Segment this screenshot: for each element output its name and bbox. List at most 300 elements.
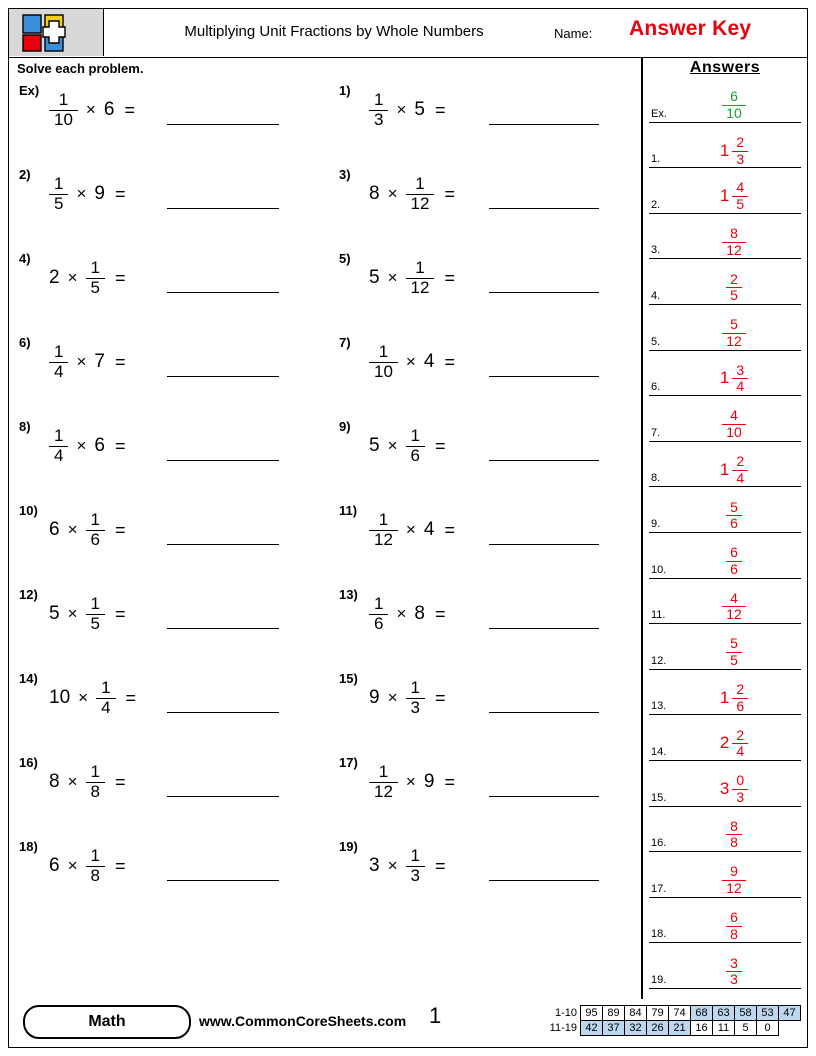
score-cell: 42 <box>581 1021 603 1036</box>
problem-number: 18) <box>19 839 38 854</box>
worksheet-header <box>9 9 807 58</box>
fraction-denominator: 3 <box>406 866 425 885</box>
problem-expression <box>369 507 455 553</box>
answer-blank[interactable] <box>167 543 279 545</box>
operand-fraction <box>96 679 115 717</box>
fraction-denominator: 8 <box>86 782 105 801</box>
answer-fraction <box>732 682 748 713</box>
score-cell: 63 <box>713 1006 735 1021</box>
subject-badge: Math <box>23 1005 191 1039</box>
answer-denominator: 4 <box>732 378 748 394</box>
answer-row <box>649 579 801 625</box>
operand-fraction <box>49 427 68 465</box>
score-cell: 79 <box>647 1006 669 1021</box>
score-cell: 47 <box>779 1006 801 1021</box>
score-row <box>547 1006 801 1021</box>
answer-numerator: 4 <box>736 179 745 196</box>
equals-symbol: = <box>114 267 126 288</box>
answer-denominator: 10 <box>722 105 746 121</box>
equals-symbol: = <box>434 603 446 624</box>
problem-expression <box>49 171 126 217</box>
operator-symbol: × <box>67 520 78 539</box>
problem-expression <box>369 675 446 721</box>
score-table <box>547 1005 801 1036</box>
answer-denominator: 5 <box>726 652 742 668</box>
answer-row <box>649 214 801 260</box>
fraction-numerator: 1 <box>54 342 64 362</box>
answer-blank[interactable] <box>167 291 279 293</box>
answer-label: 5. <box>651 335 661 348</box>
answer-blank[interactable] <box>167 123 279 125</box>
answer-value <box>671 398 797 440</box>
fraction-numerator: 1 <box>410 678 420 698</box>
answer-blank[interactable] <box>489 459 599 461</box>
fraction-denominator: 3 <box>406 698 425 717</box>
answer-mixed-number <box>720 728 748 759</box>
answer-numerator: 4 <box>730 407 738 424</box>
problem-expression <box>49 423 126 469</box>
problem-column-right <box>339 83 639 923</box>
operand-whole: 10 <box>49 687 71 708</box>
answer-blank[interactable] <box>489 207 599 209</box>
score-cell: 11 <box>713 1021 735 1036</box>
fraction-denominator: 12 <box>369 782 398 801</box>
answer-blank[interactable] <box>167 459 279 461</box>
equals-symbol: = <box>114 183 126 204</box>
answer-numerator: 8 <box>730 817 738 834</box>
operand-fraction <box>49 175 68 213</box>
operator-symbol: × <box>387 436 398 455</box>
answer-value <box>671 535 797 577</box>
fraction-numerator: 1 <box>378 762 389 782</box>
problem-number: Ex) <box>19 83 40 98</box>
fraction-denominator: 8 <box>86 866 105 885</box>
answer-row <box>649 487 801 533</box>
answer-row <box>649 259 801 305</box>
answer-fraction <box>732 135 748 166</box>
answer-blank[interactable] <box>167 375 279 377</box>
answer-blank[interactable] <box>489 879 599 881</box>
operator-symbol: × <box>396 604 407 623</box>
answer-numerator: 3 <box>736 361 745 378</box>
score-cell: 21 <box>669 1021 691 1036</box>
answer-mixed-number <box>720 135 748 166</box>
fraction-denominator: 10 <box>49 110 78 129</box>
problem-column-left <box>19 83 329 923</box>
operand-fraction <box>406 175 435 213</box>
answer-numerator: 6 <box>730 908 738 925</box>
answer-label: 16. <box>651 837 667 850</box>
website-url: www.CommonCoreSheets.com <box>199 1013 407 1029</box>
equals-symbol: = <box>434 435 446 456</box>
problem-item <box>19 419 329 503</box>
answer-value <box>671 671 797 713</box>
problem-expression <box>369 171 455 217</box>
problem-number: 15) <box>339 671 358 686</box>
score-cell: 58 <box>735 1006 757 1021</box>
problem-expression <box>49 507 126 553</box>
problem-number: 6) <box>19 335 31 350</box>
answer-fraction <box>726 500 742 531</box>
operand-fraction <box>406 847 425 885</box>
answer-row <box>649 77 801 123</box>
answer-mixed-number <box>726 819 742 850</box>
answer-denominator: 4 <box>732 470 748 486</box>
answer-mixed-number <box>720 682 748 713</box>
equals-symbol: = <box>114 435 126 456</box>
answer-fraction <box>722 317 746 348</box>
answer-fraction <box>732 363 748 394</box>
answer-value <box>671 763 797 805</box>
operator-symbol: × <box>78 688 89 707</box>
answer-blank[interactable] <box>167 795 279 797</box>
problem-item <box>19 671 329 755</box>
answers-panel <box>649 57 801 999</box>
fraction-denominator: 4 <box>96 698 115 717</box>
answer-denominator: 12 <box>722 242 746 258</box>
answer-numerator: 2 <box>730 270 738 287</box>
answer-numerator: 6 <box>730 544 738 561</box>
answer-numerator: 4 <box>730 589 738 606</box>
page-title: Multiplying Unit Fractions by Whole Numbers <box>184 23 484 40</box>
operator-symbol: × <box>387 268 398 287</box>
operand-fraction <box>369 91 388 129</box>
vertical-divider <box>641 57 643 999</box>
equals-symbol: = <box>444 771 455 792</box>
instructions: Solve each problem. <box>17 61 144 76</box>
answer-label: 13. <box>651 700 667 713</box>
operand-whole: 5 <box>414 99 425 120</box>
problem-expression <box>369 339 455 385</box>
answer-label: 7. <box>651 426 661 439</box>
answer-denominator: 4 <box>732 743 748 759</box>
operator-symbol: × <box>405 352 416 371</box>
answer-denominator: 6 <box>732 698 748 714</box>
problem-item <box>339 755 639 839</box>
operand-fraction <box>86 511 105 549</box>
fraction-numerator: 1 <box>90 510 100 530</box>
equals-symbol: = <box>114 771 126 792</box>
answer-label: 15. <box>651 791 667 804</box>
problem-expression <box>369 255 455 301</box>
answer-row <box>649 670 801 716</box>
answers-list <box>649 77 801 989</box>
fraction-denominator: 4 <box>49 446 68 465</box>
problem-number: 17) <box>339 755 358 770</box>
problem-expression <box>369 591 446 637</box>
operand-whole: 9 <box>369 687 380 708</box>
problem-expression <box>369 843 446 889</box>
fraction-denominator: 3 <box>369 110 388 129</box>
problem-item <box>339 503 639 587</box>
answer-row <box>649 852 801 898</box>
answer-blank[interactable] <box>167 711 279 713</box>
equals-symbol: = <box>114 519 126 540</box>
problem-expression <box>49 675 136 721</box>
fraction-denominator: 12 <box>406 278 435 297</box>
problem-expression <box>369 759 455 805</box>
answer-fraction <box>726 910 742 941</box>
problem-expression <box>369 87 446 133</box>
score-cell: 26 <box>647 1021 669 1036</box>
equals-symbol: = <box>114 351 126 372</box>
fraction-denominator: 12 <box>369 530 398 549</box>
answer-denominator: 10 <box>722 424 746 440</box>
operand-fraction <box>406 679 425 717</box>
answer-mixed-number <box>726 910 742 941</box>
answer-denominator: 12 <box>722 606 746 622</box>
fraction-numerator: 1 <box>374 594 384 614</box>
equals-symbol: = <box>124 99 135 120</box>
problem-expression <box>49 591 126 637</box>
problem-number: 8) <box>19 419 31 434</box>
answer-fraction <box>732 454 748 485</box>
problem-number: 1) <box>339 83 351 98</box>
answer-label: 8. <box>651 472 661 485</box>
score-range-label: 11-19 <box>549 1022 577 1034</box>
answer-label: 2. <box>651 198 661 211</box>
answer-value <box>671 854 797 896</box>
answer-row <box>649 305 801 351</box>
answer-value <box>671 307 797 349</box>
answer-fraction <box>732 728 748 759</box>
fraction-numerator: 1 <box>378 510 389 530</box>
answer-blank[interactable] <box>167 879 279 881</box>
operator-symbol: × <box>387 688 398 707</box>
fraction-denominator: 5 <box>49 194 68 213</box>
answer-blank[interactable] <box>489 291 599 293</box>
answer-denominator: 5 <box>732 196 748 212</box>
operand-whole: 6 <box>94 435 105 456</box>
fraction-numerator: 1 <box>410 426 420 446</box>
equals-symbol: = <box>444 267 455 288</box>
answer-row <box>649 761 801 807</box>
answer-numerator: 6 <box>730 88 738 105</box>
operator-symbol: × <box>76 436 87 455</box>
operand-whole: 7 <box>94 351 105 372</box>
score-row <box>547 1021 801 1036</box>
answer-mixed-number <box>722 864 746 895</box>
answer-row <box>649 898 801 944</box>
answer-numerator: 2 <box>736 452 745 469</box>
score-cell: 37 <box>603 1021 625 1036</box>
worksheet-footer <box>9 999 807 1047</box>
answer-fraction <box>722 591 746 622</box>
answer-fraction <box>732 180 748 211</box>
operand-fraction <box>406 427 425 465</box>
fraction-denominator: 5 <box>86 278 105 297</box>
answer-fraction <box>726 545 742 576</box>
problem-item <box>19 587 329 671</box>
answer-mixed-number <box>726 545 742 576</box>
problem-item <box>19 335 329 419</box>
answer-label: 18. <box>651 928 667 941</box>
problem-item <box>339 419 639 503</box>
answer-numerator: 3 <box>730 954 738 971</box>
answer-value <box>671 626 797 668</box>
operator-symbol: × <box>67 268 78 287</box>
answer-row <box>649 351 801 397</box>
fraction-numerator: 1 <box>101 678 111 698</box>
problem-number: 4) <box>19 251 31 266</box>
answer-value <box>671 170 797 212</box>
answer-denominator: 8 <box>726 926 742 942</box>
answer-mixed-number <box>722 591 746 622</box>
operand-whole: 4 <box>423 351 435 372</box>
problem-number: 19) <box>339 839 358 854</box>
fraction-denominator: 6 <box>86 530 105 549</box>
answer-blank[interactable] <box>489 123 599 125</box>
problem-item <box>339 251 639 335</box>
equals-symbol: = <box>444 351 455 372</box>
answer-blank[interactable] <box>489 543 599 545</box>
answer-label: 9. <box>651 517 661 530</box>
page-number: 1 <box>429 1003 442 1028</box>
answer-value <box>671 580 797 622</box>
answer-blank[interactable] <box>167 627 279 629</box>
answer-value <box>671 443 797 485</box>
answer-value <box>671 808 797 850</box>
answer-blank[interactable] <box>489 711 599 713</box>
fraction-numerator: 1 <box>90 258 100 278</box>
operand-whole: 8 <box>49 771 60 792</box>
fraction-denominator: 4 <box>49 362 68 381</box>
answer-mixed-number <box>720 363 748 394</box>
operator-symbol: × <box>67 772 78 791</box>
equals-symbol: = <box>114 603 126 624</box>
problem-number: 13) <box>339 587 358 602</box>
operand-whole: 5 <box>369 267 380 288</box>
operator-symbol: × <box>396 100 407 119</box>
answer-mixed-number <box>722 226 746 257</box>
operator-symbol: × <box>76 352 87 371</box>
operand-whole: 4 <box>423 519 435 540</box>
problem-expression <box>49 843 126 889</box>
answer-fraction <box>726 272 742 303</box>
fraction-numerator: 1 <box>58 90 69 110</box>
answer-whole: 3 <box>719 778 730 798</box>
answer-value <box>671 945 797 987</box>
answer-denominator: 5 <box>726 287 742 303</box>
answer-mixed-number <box>720 773 748 804</box>
answer-mixed-number <box>720 180 748 211</box>
logo <box>9 9 104 56</box>
operand-fraction <box>369 595 388 633</box>
answer-mixed-number <box>726 272 742 303</box>
problem-item <box>339 839 639 923</box>
operand-fraction <box>369 343 398 381</box>
answer-blank[interactable] <box>489 795 599 797</box>
answer-label: Ex. <box>651 107 667 120</box>
answer-whole: 1 <box>719 186 730 206</box>
problem-expression <box>369 423 446 469</box>
operand-whole: 6 <box>49 855 60 876</box>
answer-label: 12. <box>651 654 667 667</box>
operator-symbol: × <box>405 772 416 791</box>
answer-label: 14. <box>651 745 667 758</box>
answer-value <box>671 215 797 257</box>
operand-whole: 9 <box>423 771 435 792</box>
problem-number: 5) <box>339 251 351 266</box>
answer-row <box>649 123 801 169</box>
answer-label: 4. <box>651 289 661 302</box>
answer-value <box>671 124 797 166</box>
problem-item <box>339 335 639 419</box>
answer-row <box>649 533 801 579</box>
problem-expression <box>49 87 135 133</box>
answer-label: 10. <box>651 563 667 576</box>
name-label: Name: <box>554 26 593 41</box>
answer-row <box>649 715 801 761</box>
answer-whole: 2 <box>719 733 730 753</box>
answer-label: 1. <box>651 153 661 166</box>
answer-fraction <box>722 864 746 895</box>
answer-numerator: 0 <box>736 772 745 789</box>
answer-numerator: 5 <box>730 498 738 515</box>
answer-label: 3. <box>651 244 661 257</box>
answer-denominator: 3 <box>732 789 748 805</box>
operand-whole: 2 <box>49 267 60 288</box>
problem-item <box>339 671 639 755</box>
answer-mixed-number <box>720 454 748 485</box>
problem-number: 16) <box>19 755 38 770</box>
operand-fraction <box>406 259 435 297</box>
operand-fraction <box>369 763 398 801</box>
operand-fraction <box>86 847 105 885</box>
answer-mixed-number <box>726 500 742 531</box>
answer-label: 6. <box>651 381 661 394</box>
answer-blank[interactable] <box>167 207 279 209</box>
answer-mixed-number <box>722 317 746 348</box>
answer-whole: 1 <box>719 368 730 388</box>
answer-mixed-number <box>726 956 742 987</box>
score-cell: 68 <box>691 1006 713 1021</box>
answer-mixed-number <box>722 408 746 439</box>
operand-whole: 5 <box>49 603 60 624</box>
equals-symbol: = <box>125 687 137 708</box>
problem-number: 12) <box>19 587 38 602</box>
plus-blocks-logo-icon <box>21 13 91 53</box>
answer-blank[interactable] <box>489 627 599 629</box>
answer-denominator: 6 <box>726 515 742 531</box>
operator-symbol: × <box>405 520 416 539</box>
score-cell: 32 <box>625 1021 647 1036</box>
answer-row <box>649 396 801 442</box>
answer-fraction <box>722 89 746 120</box>
score-cell: 53 <box>757 1006 779 1021</box>
problem-item <box>19 755 329 839</box>
worksheet-body <box>9 57 807 999</box>
answer-denominator: 3 <box>726 971 742 987</box>
answer-fraction <box>726 956 742 987</box>
answer-numerator: 9 <box>730 863 738 880</box>
fraction-numerator: 1 <box>90 594 100 614</box>
answer-fraction <box>722 408 746 439</box>
fraction-denominator: 10 <box>369 362 398 381</box>
answer-mixed-number <box>722 89 746 120</box>
answer-row <box>649 168 801 214</box>
operator-symbol: × <box>85 100 96 119</box>
operand-fraction <box>86 259 105 297</box>
answer-label: 11. <box>651 609 666 622</box>
problem-expression <box>49 759 126 805</box>
problem-item <box>19 167 329 251</box>
problem-number: 9) <box>339 419 351 434</box>
answer-fraction <box>722 226 746 257</box>
answer-blank[interactable] <box>489 375 599 377</box>
problem-number: 3) <box>339 167 351 182</box>
fraction-numerator: 1 <box>415 258 425 278</box>
